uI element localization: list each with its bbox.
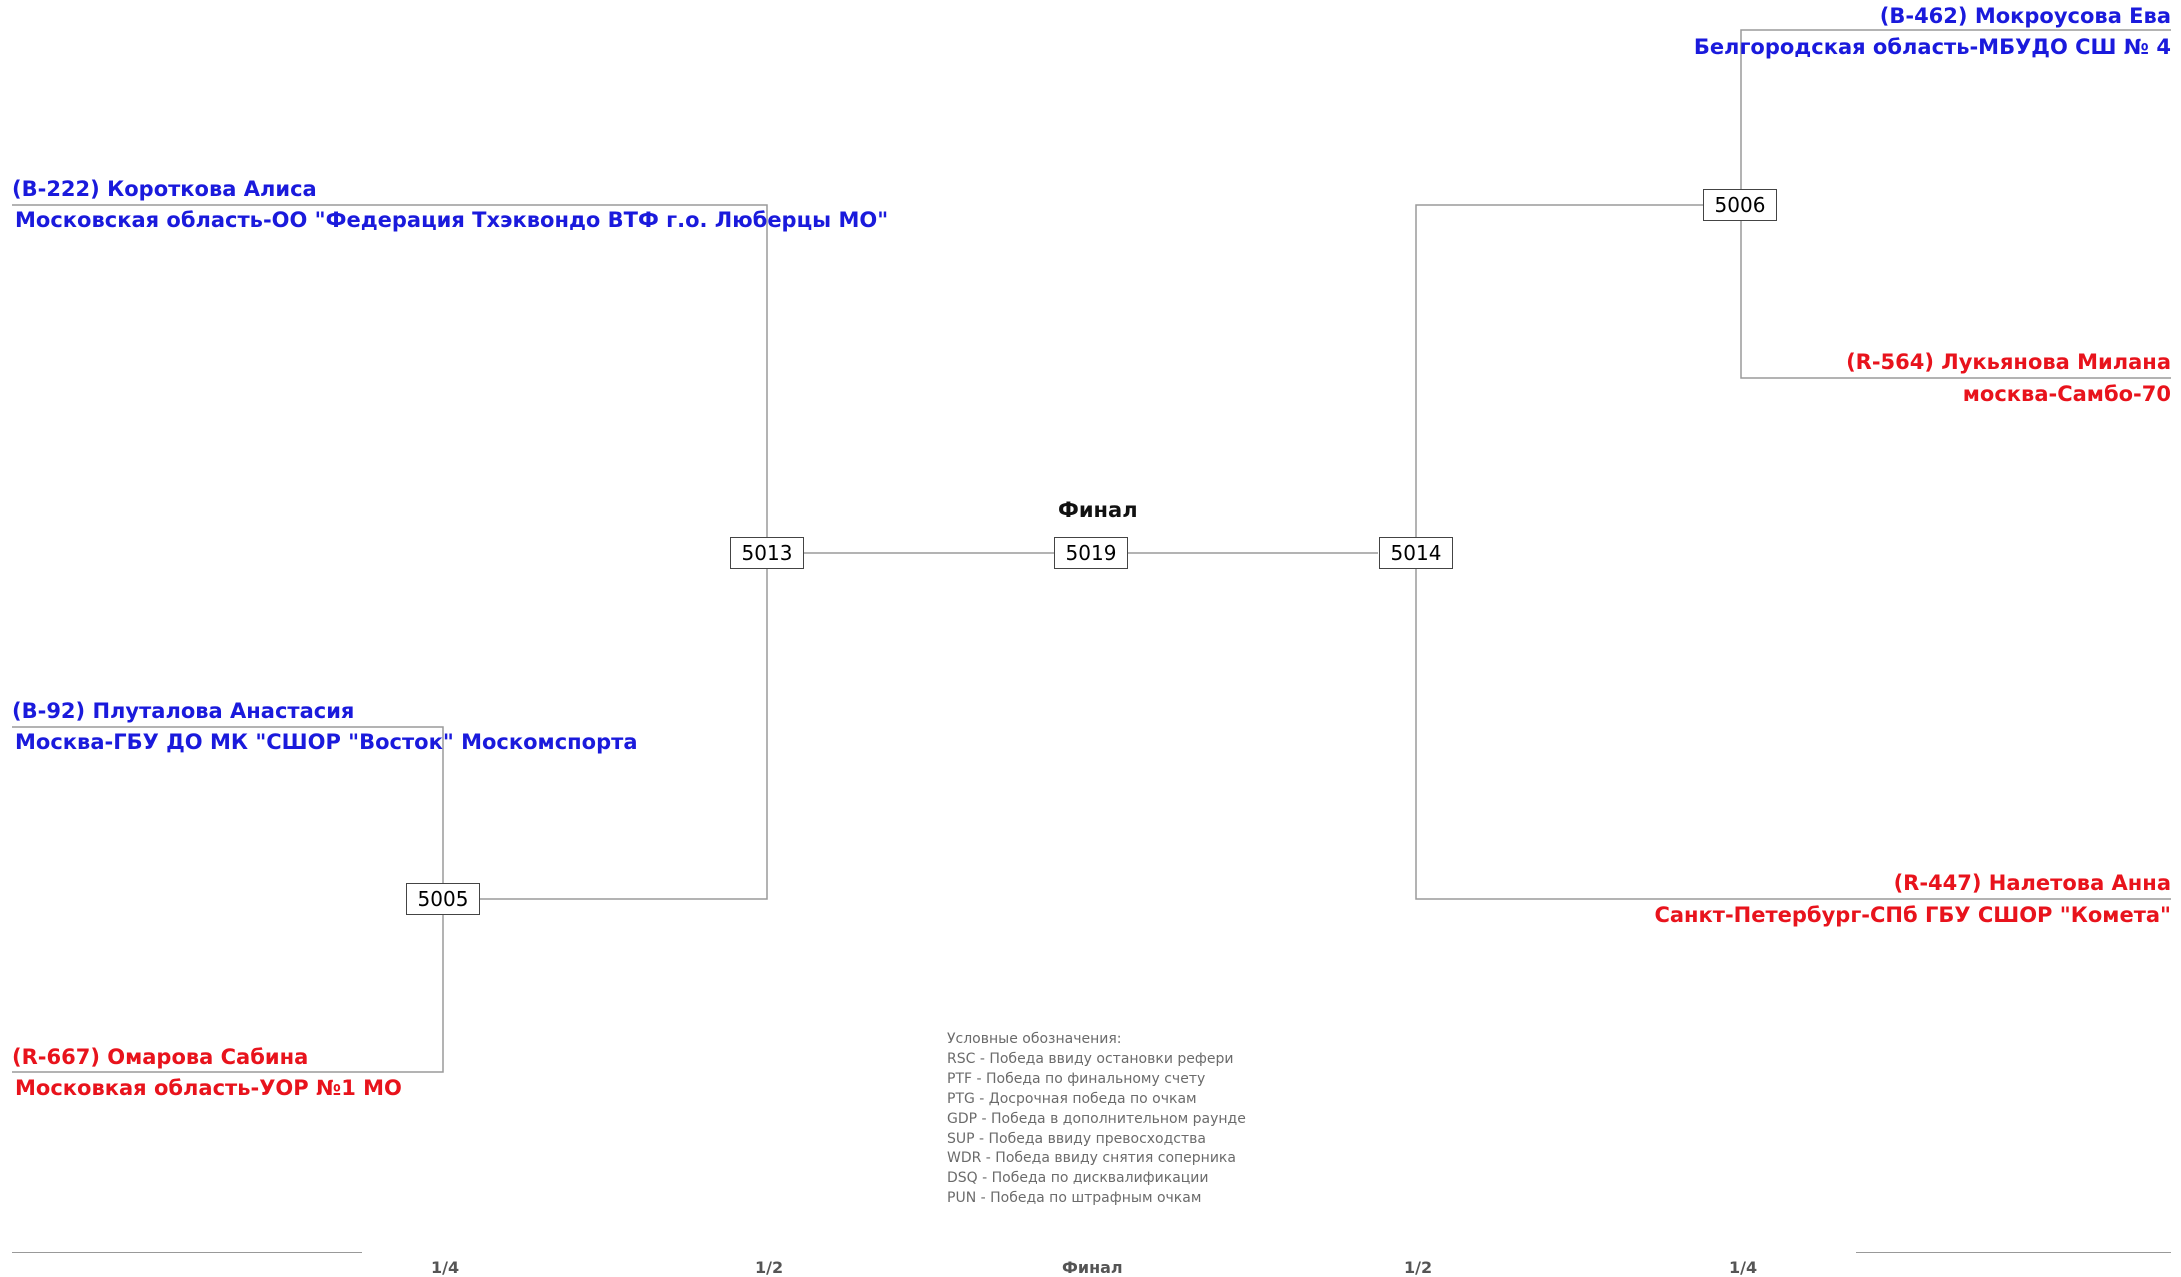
legend-item: WDR - Победа ввиду снятия соперника: [947, 1150, 1236, 1167]
player-plutalova-name: (B-92) Плуталова Анастасия: [12, 699, 355, 723]
match-5013[interactable]: 5013: [730, 537, 804, 569]
connector-korotkova: [12, 205, 767, 553]
round-label-right-semi: 1/2: [1404, 1258, 1433, 1277]
player-mokrousova-club: Белгородская область-МБУДО СШ № 4: [1693, 35, 2171, 59]
match-5005[interactable]: 5005: [406, 883, 480, 915]
match-5014[interactable]: 5014: [1379, 537, 1453, 569]
player-lukyanova-name: (R-564) Лукьянова Милана: [1846, 350, 2171, 374]
legend-title: Условные обозначения:: [947, 1031, 1122, 1047]
player-naletova-club: Санкт-Петербург-СПб ГБУ СШОР "Комета": [1654, 903, 2171, 927]
legend-item: GDP - Победа в дополнительном раунде: [947, 1110, 1246, 1127]
legend-item: DSQ - Победа по дисквалификации: [947, 1170, 1209, 1187]
player-omarova-name: (R-667) Омарова Сабина: [12, 1045, 309, 1069]
player-mokrousova-name: (B-462) Мокроусова Ева: [1879, 4, 2171, 28]
legend-item: PUN - Победа по штрафным очкам: [947, 1190, 1202, 1207]
match-5019[interactable]: 5019: [1054, 537, 1128, 569]
connector-naletova: [1416, 569, 2171, 899]
legend-item: PTF - Победа по финальному счету: [947, 1070, 1206, 1087]
connector-5006-5014: [1416, 205, 1704, 537]
legend-item: RSC - Победа ввиду остановки рефери: [947, 1050, 1234, 1067]
final-label: Финал: [1058, 498, 1138, 522]
legend: [947, 1030, 1246, 1209]
legend-item: PTG - Досрочная победа по очкам: [947, 1090, 1197, 1107]
player-korotkova-club: Московская область-ОО "Федерация Тхэквондо ВТФ г.о. Люберцы МО": [15, 208, 889, 232]
player-korotkova-name: (B-222) Короткова Алиса: [12, 177, 317, 201]
legend-item: SUP - Победа ввиду превосходства: [947, 1130, 1206, 1147]
match-5006[interactable]: 5006: [1703, 189, 1777, 221]
round-label-right-quarter: 1/4: [1729, 1258, 1758, 1277]
round-label-left-quarter: 1/4: [431, 1258, 460, 1277]
player-naletova-name: (R-447) Налетова Анна: [1893, 871, 2171, 895]
player-lukyanova-club: москва-Самбо-70: [1962, 382, 2171, 406]
round-label-left-semi: 1/2: [755, 1258, 784, 1277]
player-plutalova-club: Москва-ГБУ ДО МК "СШОР "Восток" Москомспорта: [15, 730, 638, 754]
bottom-rule-right: [1856, 1252, 2171, 1253]
player-omarova-club: Московкая область-УОР №1 МО: [15, 1076, 402, 1100]
bottom-rule-left: [12, 1252, 362, 1253]
round-label-final: Финал: [1062, 1258, 1123, 1277]
